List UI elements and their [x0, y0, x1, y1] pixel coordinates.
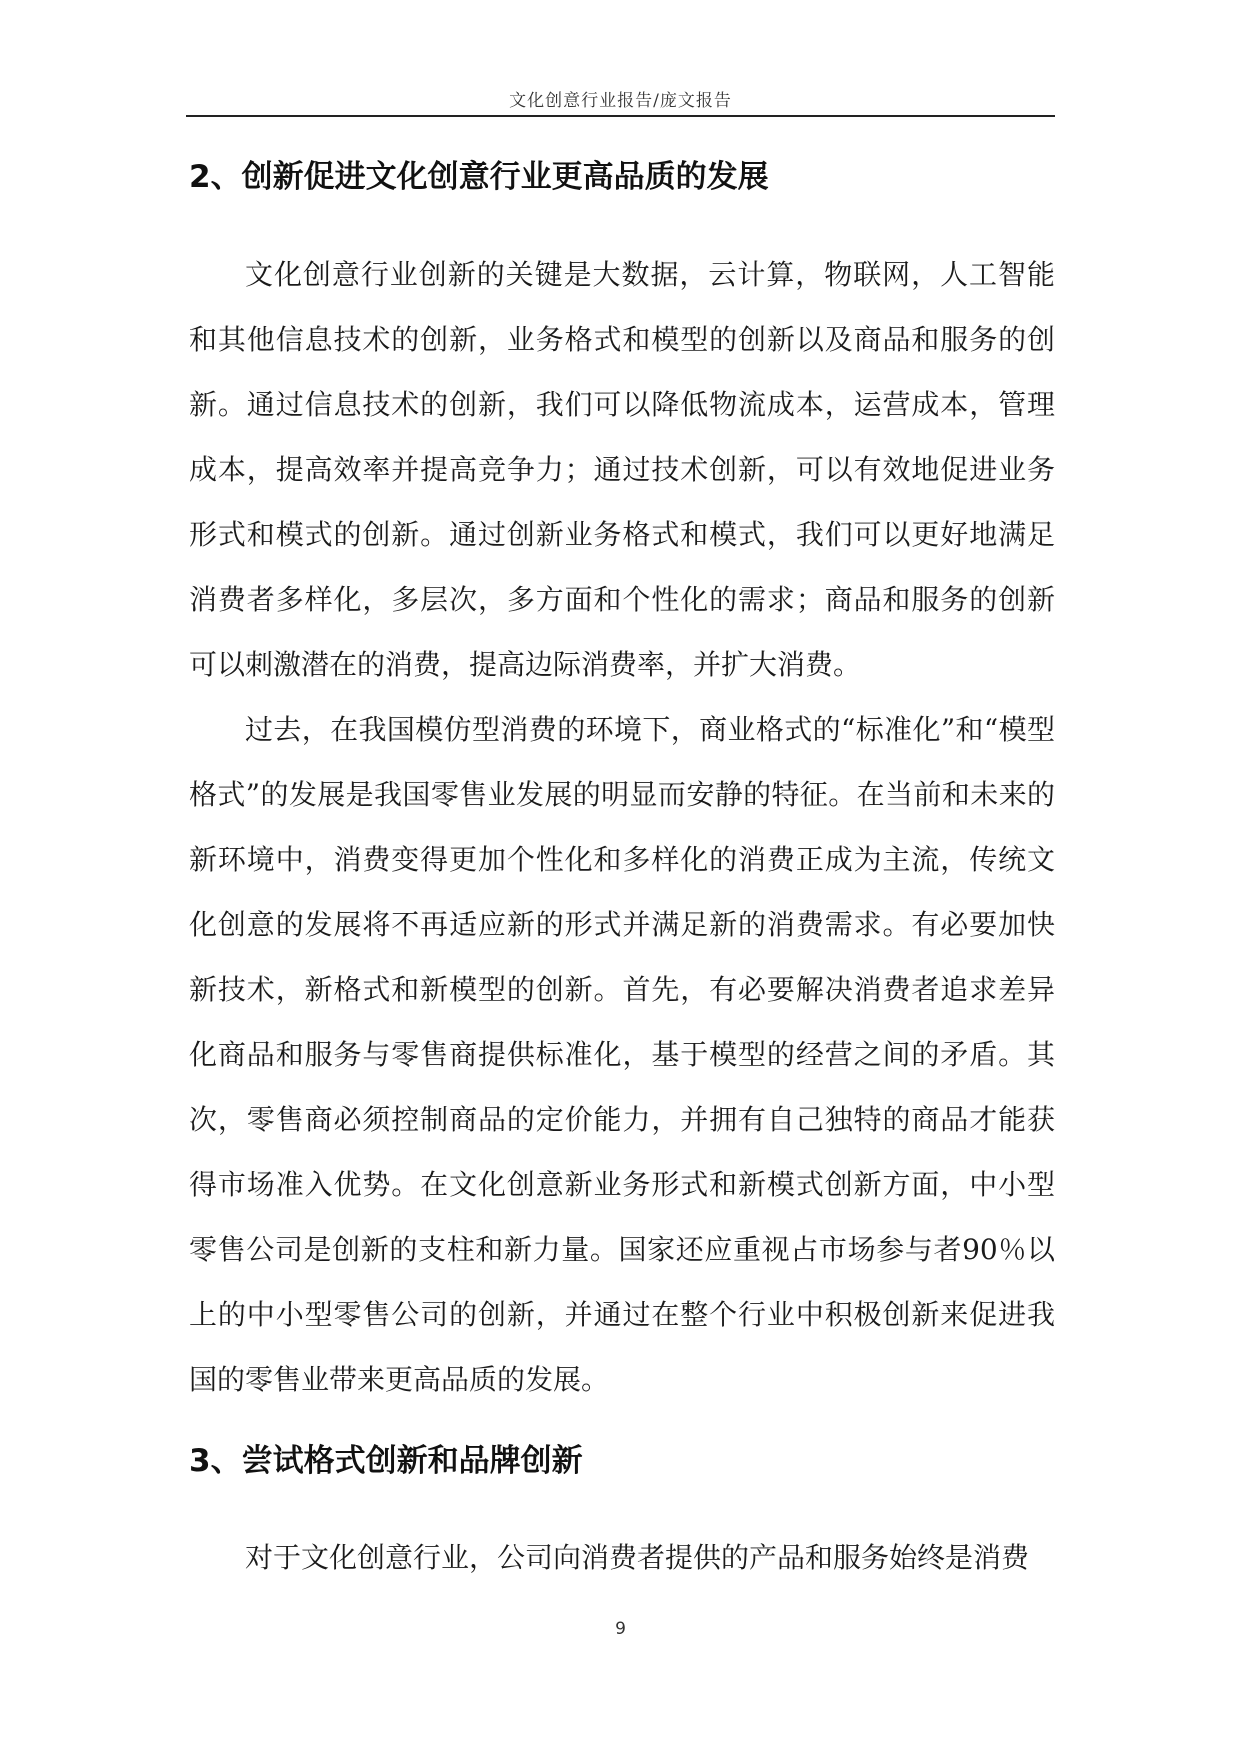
paragraph: 文化创意行业创新的关键是大数据，云计算，物联网，人工智能和其他信息技术的创新，业务格式和模型的创新以及商品和服务的创新。通过信息技术的创新，我们可以降低物流成本，运营成本，管理成本，提高效率并提高竞争力；通过技术创新，可以有效地促进业务形式和模式的创新。通过创新业务格式和模式，我们可以更好地满足消费者多样化，多层次，多方面和个性化的需求；商品和服务的创新可以刺激潜在的消费，提高边际消费率，并扩大消费。: [189, 258, 1055, 681]
section-heading-3: 3、尝试格式创新和品牌创新: [189, 1443, 583, 1479]
paragraph: 对于文化创意行业，公司向消费者提供的产品和服务始终是消费: [245, 1541, 1030, 1574]
paragraph: 过去，在我国模仿型消费的环境下，商业格式的“标准化”和“模型格式”的发展是我国零售业发展的明显而安静的特征。在当前和未来的新环境中，消费变得更加个性化和多样化的消费正成为主流，传统文化创意的发展将不再适应新的形式并满足新的消费需求。有必要加快新技术，新格式和新模型的创新。首先，有必要解决消费者追求差异化商品和服务与零售商提供标准化，基于模型的经营之间的矛盾。其次，零售商必须控制商品的定价能力，并拥有自己独特的商品才能获得市场准入优势。在文化创意新业务形式和新模式创新方面，中小型零售公司是创新的支柱和新力量。国家还应重视占市场参与者90％以上的中小型零售公司的创新，并通过在整个行业中积极创新来促进我国的零售业带来更高品质的发展。: [189, 713, 1055, 1396]
running-header: 文化创意行业报告/庞文报告: [509, 91, 732, 111]
page-number: 9: [615, 1619, 626, 1639]
section-heading-2: 2、创新促进文化创意行业更高品质的发展: [189, 159, 769, 195]
header-rule: [186, 115, 1055, 117]
